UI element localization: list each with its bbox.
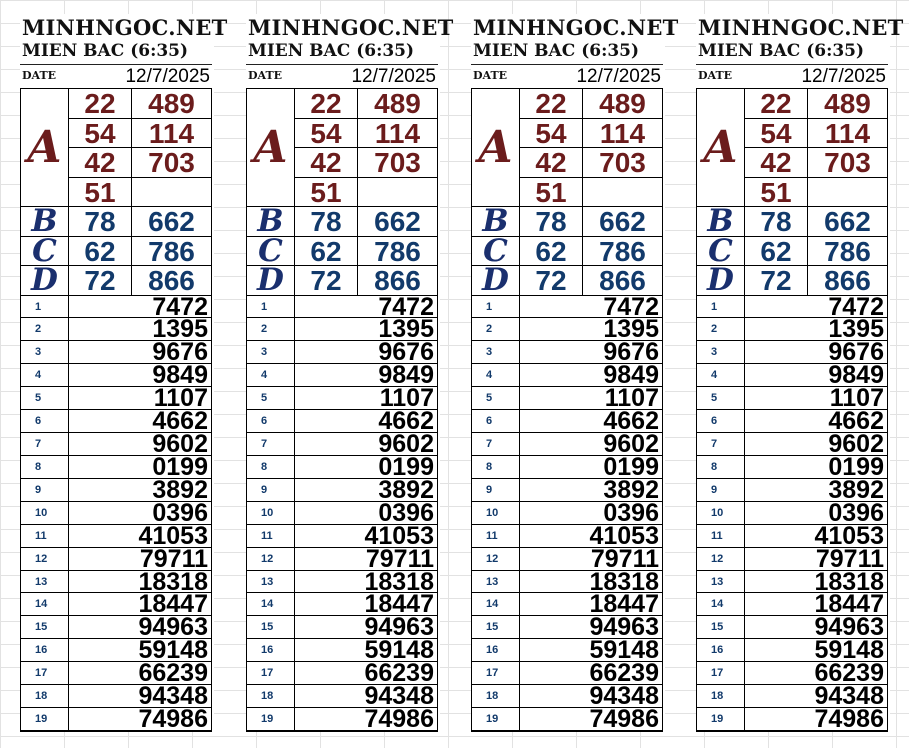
two-digit-cell: 42 xyxy=(745,148,808,178)
row-value: 59148 xyxy=(69,639,211,662)
two-digit-cell: 51 xyxy=(295,178,358,208)
row-number: 9 xyxy=(697,479,745,502)
row-number: 11 xyxy=(697,525,745,548)
row-value: 94963 xyxy=(745,616,887,639)
row-number: 17 xyxy=(247,662,295,685)
two-digit-cell: 22 xyxy=(295,89,358,119)
row-number: 12 xyxy=(472,548,520,571)
two-digit-cell: 72 xyxy=(295,266,358,296)
row-value: 9676 xyxy=(295,341,437,364)
row-value: 41053 xyxy=(295,525,437,548)
three-digit-cell: 866 xyxy=(132,266,211,296)
group-letter-b: B xyxy=(247,207,295,237)
group-letter-b: B xyxy=(21,207,69,237)
row-number: 14 xyxy=(247,593,295,616)
row-number: 12 xyxy=(247,548,295,571)
two-digit-cell: 78 xyxy=(745,207,808,237)
three-digit-cell: 703 xyxy=(808,148,887,178)
row-number: 17 xyxy=(697,662,745,685)
three-digit-cell: 114 xyxy=(583,119,662,149)
row-value: 18318 xyxy=(745,571,887,594)
group-letter-c: C xyxy=(697,237,745,267)
row-number: 13 xyxy=(247,571,295,594)
three-digit-cell: 703 xyxy=(358,148,437,178)
row-value: 94348 xyxy=(295,685,437,708)
row-value: 79711 xyxy=(520,548,662,571)
date-row xyxy=(20,64,212,87)
two-digit-cell: 22 xyxy=(520,89,583,119)
two-digit-cell: 78 xyxy=(295,207,358,237)
three-digit-cell: 786 xyxy=(808,237,887,267)
group-letter-a: A xyxy=(472,89,520,207)
row-value: 59148 xyxy=(520,639,662,662)
result-grid xyxy=(246,88,438,732)
three-digit-cell: 662 xyxy=(808,207,887,237)
row-value: 0199 xyxy=(745,456,887,479)
two-digit-cell: 78 xyxy=(69,207,132,237)
date-label: DATE xyxy=(22,69,57,82)
row-number: 13 xyxy=(472,571,520,594)
row-value: 9676 xyxy=(745,341,887,364)
row-number: 7 xyxy=(472,433,520,456)
row-number: 14 xyxy=(472,593,520,616)
group-letter-d: D xyxy=(697,266,745,296)
row-number: 12 xyxy=(21,548,69,571)
three-digit-cell: 114 xyxy=(132,119,211,149)
row-value: 66239 xyxy=(295,662,437,685)
row-value: 94963 xyxy=(69,616,211,639)
row-number: 11 xyxy=(472,525,520,548)
region-time: MIEN BAC (6:35) xyxy=(698,41,865,61)
two-digit-cell: 72 xyxy=(745,266,808,296)
two-digit-cell: 51 xyxy=(69,178,132,208)
row-value: 9849 xyxy=(69,364,211,387)
three-digit-cell xyxy=(808,178,887,208)
row-value: 0199 xyxy=(520,456,662,479)
group-letter-d: D xyxy=(21,266,69,296)
row-number: 5 xyxy=(472,387,520,410)
row-number: 18 xyxy=(21,685,69,708)
row-number: 8 xyxy=(21,456,69,479)
group-letter-b: B xyxy=(472,207,520,237)
row-number: 4 xyxy=(697,364,745,387)
row-value: 59148 xyxy=(295,639,437,662)
three-digit-cell: 662 xyxy=(132,207,211,237)
row-value: 0396 xyxy=(520,502,662,525)
row-value: 94963 xyxy=(520,616,662,639)
three-digit-cell xyxy=(358,178,437,208)
row-number: 16 xyxy=(21,639,69,662)
row-number: 1 xyxy=(21,296,69,319)
row-value: 79711 xyxy=(745,548,887,571)
site-name: MINHNGOC.NET xyxy=(22,15,228,40)
group-letter-a: A xyxy=(21,89,69,207)
two-digit-cell: 51 xyxy=(520,178,583,208)
three-digit-cell: 489 xyxy=(808,89,887,119)
two-digit-cell: 51 xyxy=(745,178,808,208)
row-number: 4 xyxy=(21,364,69,387)
row-number: 2 xyxy=(697,318,745,341)
three-digit-cell: 786 xyxy=(358,237,437,267)
row-value: 4662 xyxy=(295,410,437,433)
row-value: 41053 xyxy=(745,525,887,548)
row-number: 4 xyxy=(472,364,520,387)
row-number: 15 xyxy=(247,616,295,639)
site-name: MINHNGOC.NET xyxy=(248,15,454,40)
row-value: 3892 xyxy=(745,479,887,502)
row-value: 3892 xyxy=(69,479,211,502)
row-number: 6 xyxy=(697,410,745,433)
row-number: 3 xyxy=(472,341,520,364)
three-digit-cell: 489 xyxy=(358,89,437,119)
row-value: 9676 xyxy=(69,341,211,364)
group-letter-a: A xyxy=(247,89,295,207)
row-number: 12 xyxy=(697,548,745,571)
row-value: 0199 xyxy=(295,456,437,479)
three-digit-cell: 866 xyxy=(358,266,437,296)
date-value: 12/7/2025 xyxy=(801,66,886,87)
row-value: 9849 xyxy=(520,364,662,387)
row-value: 9849 xyxy=(745,364,887,387)
region-time: MIEN BAC (6:35) xyxy=(22,41,189,61)
result-grid xyxy=(20,88,212,732)
row-number: 9 xyxy=(472,479,520,502)
two-digit-cell: 62 xyxy=(69,237,132,267)
row-number: 5 xyxy=(697,387,745,410)
date-row xyxy=(246,64,438,87)
date-value: 12/7/2025 xyxy=(125,66,210,87)
row-number: 6 xyxy=(21,410,69,433)
row-number: 18 xyxy=(697,685,745,708)
row-number: 9 xyxy=(247,479,295,502)
two-digit-cell: 62 xyxy=(745,237,808,267)
group-letter-b: B xyxy=(697,207,745,237)
row-number: 9 xyxy=(21,479,69,502)
row-value: 94348 xyxy=(69,685,211,708)
row-value: 1107 xyxy=(69,387,211,410)
row-number: 11 xyxy=(247,525,295,548)
row-value: 7472 xyxy=(520,296,662,319)
row-value: 66239 xyxy=(520,662,662,685)
row-value: 18447 xyxy=(295,593,437,616)
three-digit-cell xyxy=(583,178,662,208)
result-grid xyxy=(696,88,888,732)
row-value: 66239 xyxy=(69,662,211,685)
row-value: 1395 xyxy=(745,318,887,341)
row-number: 8 xyxy=(247,456,295,479)
row-value: 7472 xyxy=(69,296,211,319)
row-value: 1395 xyxy=(295,318,437,341)
row-value: 9602 xyxy=(745,433,887,456)
row-value: 18447 xyxy=(745,593,887,616)
row-number: 13 xyxy=(21,571,69,594)
three-digit-cell: 114 xyxy=(808,119,887,149)
row-number: 19 xyxy=(21,708,69,731)
date-label: DATE xyxy=(698,69,733,82)
three-digit-cell: 866 xyxy=(808,266,887,296)
date-value: 12/7/2025 xyxy=(576,66,661,87)
row-number: 6 xyxy=(247,410,295,433)
row-number: 2 xyxy=(247,318,295,341)
row-value: 41053 xyxy=(69,525,211,548)
row-value: 1107 xyxy=(295,387,437,410)
row-number: 1 xyxy=(247,296,295,319)
date-value: 12/7/2025 xyxy=(351,66,436,87)
three-digit-cell xyxy=(132,178,211,208)
date-label: DATE xyxy=(248,69,283,82)
row-value: 74986 xyxy=(520,708,662,731)
row-value: 7472 xyxy=(295,296,437,319)
three-digit-cell: 703 xyxy=(132,148,211,178)
row-value: 18318 xyxy=(295,571,437,594)
ticket-1 xyxy=(20,14,228,734)
row-number: 15 xyxy=(697,616,745,639)
row-number: 5 xyxy=(21,387,69,410)
row-number: 3 xyxy=(697,341,745,364)
row-number: 15 xyxy=(21,616,69,639)
row-number: 7 xyxy=(247,433,295,456)
group-letter-c: C xyxy=(247,237,295,267)
row-value: 1395 xyxy=(69,318,211,341)
row-value: 4662 xyxy=(745,410,887,433)
row-number: 14 xyxy=(697,593,745,616)
row-number: 6 xyxy=(472,410,520,433)
date-row xyxy=(696,64,888,87)
row-number: 18 xyxy=(247,685,295,708)
row-value: 41053 xyxy=(520,525,662,548)
row-value: 9602 xyxy=(69,433,211,456)
row-number: 13 xyxy=(697,571,745,594)
two-digit-cell: 72 xyxy=(69,266,132,296)
region-time: MIEN BAC (6:35) xyxy=(248,41,415,61)
three-digit-cell: 703 xyxy=(583,148,662,178)
row-value: 0199 xyxy=(69,456,211,479)
site-name: MINHNGOC.NET xyxy=(698,15,904,40)
row-number: 15 xyxy=(472,616,520,639)
row-number: 7 xyxy=(697,433,745,456)
row-number: 16 xyxy=(472,639,520,662)
row-value: 9602 xyxy=(295,433,437,456)
three-digit-cell: 662 xyxy=(358,207,437,237)
row-value: 9602 xyxy=(520,433,662,456)
row-number: 2 xyxy=(472,318,520,341)
row-value: 1107 xyxy=(745,387,887,410)
row-number: 7 xyxy=(21,433,69,456)
row-value: 18318 xyxy=(69,571,211,594)
row-number: 8 xyxy=(472,456,520,479)
three-digit-cell: 786 xyxy=(583,237,662,267)
group-letter-d: D xyxy=(472,266,520,296)
row-value: 66239 xyxy=(745,662,887,685)
two-digit-cell: 62 xyxy=(520,237,583,267)
group-letter-c: C xyxy=(21,237,69,267)
two-digit-cell: 54 xyxy=(520,119,583,149)
result-grid xyxy=(471,88,663,732)
row-value: 3892 xyxy=(295,479,437,502)
row-value: 18447 xyxy=(69,593,211,616)
row-number: 17 xyxy=(472,662,520,685)
two-digit-cell: 22 xyxy=(745,89,808,119)
row-number: 1 xyxy=(697,296,745,319)
row-number: 11 xyxy=(21,525,69,548)
row-value: 94348 xyxy=(745,685,887,708)
two-digit-cell: 54 xyxy=(745,119,808,149)
row-number: 19 xyxy=(697,708,745,731)
row-number: 10 xyxy=(697,502,745,525)
group-letter-c: C xyxy=(472,237,520,267)
ticket-4 xyxy=(696,14,904,734)
row-number: 10 xyxy=(21,502,69,525)
row-value: 59148 xyxy=(745,639,887,662)
row-number: 4 xyxy=(247,364,295,387)
row-number: 10 xyxy=(247,502,295,525)
row-value: 1395 xyxy=(520,318,662,341)
row-value: 79711 xyxy=(295,548,437,571)
date-label: DATE xyxy=(473,69,508,82)
row-value: 4662 xyxy=(69,410,211,433)
row-number: 19 xyxy=(247,708,295,731)
two-digit-cell: 42 xyxy=(295,148,358,178)
row-number: 2 xyxy=(21,318,69,341)
row-value: 74986 xyxy=(745,708,887,731)
region-time: MIEN BAC (6:35) xyxy=(473,41,640,61)
two-digit-cell: 42 xyxy=(520,148,583,178)
three-digit-cell: 786 xyxy=(132,237,211,267)
row-value: 0396 xyxy=(745,502,887,525)
date-row xyxy=(471,64,663,87)
row-number: 10 xyxy=(472,502,520,525)
two-digit-cell: 42 xyxy=(69,148,132,178)
group-letter-a: A xyxy=(697,89,745,207)
row-number: 17 xyxy=(21,662,69,685)
two-digit-cell: 54 xyxy=(295,119,358,149)
site-name: MINHNGOC.NET xyxy=(473,15,679,40)
row-value: 0396 xyxy=(69,502,211,525)
three-digit-cell: 866 xyxy=(583,266,662,296)
row-value: 1107 xyxy=(520,387,662,410)
row-value: 74986 xyxy=(69,708,211,731)
row-number: 19 xyxy=(472,708,520,731)
row-value: 79711 xyxy=(69,548,211,571)
two-digit-cell: 62 xyxy=(295,237,358,267)
row-number: 5 xyxy=(247,387,295,410)
three-digit-cell: 114 xyxy=(358,119,437,149)
ticket-2 xyxy=(246,14,454,734)
two-digit-cell: 78 xyxy=(520,207,583,237)
two-digit-cell: 54 xyxy=(69,119,132,149)
row-value: 7472 xyxy=(745,296,887,319)
row-value: 94348 xyxy=(520,685,662,708)
row-number: 16 xyxy=(697,639,745,662)
two-digit-cell: 22 xyxy=(69,89,132,119)
row-number: 18 xyxy=(472,685,520,708)
row-value: 18447 xyxy=(520,593,662,616)
row-number: 3 xyxy=(247,341,295,364)
ticket-3 xyxy=(471,14,679,734)
group-letter-d: D xyxy=(247,266,295,296)
row-value: 9849 xyxy=(295,364,437,387)
row-number: 8 xyxy=(697,456,745,479)
three-digit-cell: 489 xyxy=(132,89,211,119)
three-digit-cell: 662 xyxy=(583,207,662,237)
row-number: 1 xyxy=(472,296,520,319)
row-value: 9676 xyxy=(520,341,662,364)
row-number: 3 xyxy=(21,341,69,364)
row-value: 94963 xyxy=(295,616,437,639)
two-digit-cell: 72 xyxy=(520,266,583,296)
row-value: 74986 xyxy=(295,708,437,731)
row-number: 16 xyxy=(247,639,295,662)
row-number: 14 xyxy=(21,593,69,616)
row-value: 4662 xyxy=(520,410,662,433)
row-value: 18318 xyxy=(520,571,662,594)
row-value: 3892 xyxy=(520,479,662,502)
three-digit-cell: 489 xyxy=(583,89,662,119)
row-value: 0396 xyxy=(295,502,437,525)
